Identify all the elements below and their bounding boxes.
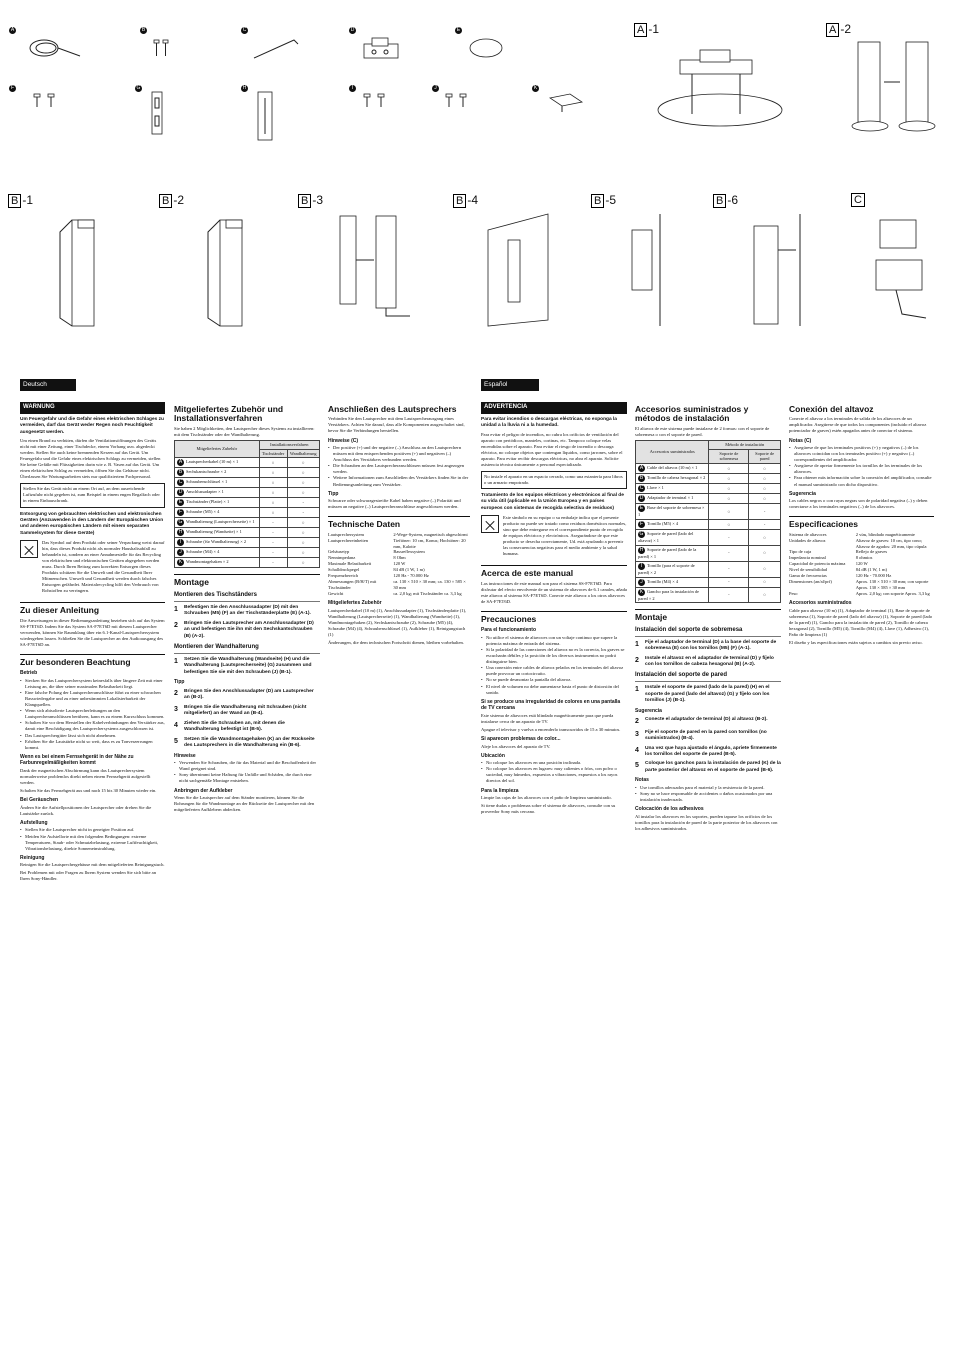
table-cell: ○ xyxy=(287,558,320,568)
de-spec-title: Technische Daten xyxy=(328,516,470,529)
list-item: • Die Schrauben an den Lautsprecheranschlüssen müssen fest angezogen werden. xyxy=(328,463,470,475)
figure-a1-label: A -1 xyxy=(634,22,659,38)
de-care-title: Zur besonderen Beachtung xyxy=(20,654,165,667)
list-item: • Meiden Sie Aufstellorte mit den folgenden Bedingungen: extreme Temperaturen, Staub- oder Schmutzbelastung, extreme Luftfeuchtigkeit, Vibrationsbelastung, direkte Sonneneinstrahlung. xyxy=(20,834,165,852)
wall-mount-step6-illustration xyxy=(724,210,814,330)
wall-mount-step5-illustration xyxy=(620,210,680,330)
es-conn-notes: Notas (C) xyxy=(789,437,812,444)
table-cell: - xyxy=(709,587,749,603)
figure-b5-label: B -5 xyxy=(591,193,616,209)
list-item: • Erhöhen Sie die Lautstärke nicht so weit, dass es zu Tonverzerrungen kommt. xyxy=(20,739,165,751)
table-cell: Adaptador de terminal × 1 xyxy=(647,495,694,501)
figure-b1-label: B -1 xyxy=(8,193,33,209)
list-item: • Wenn sich abisolierte Lautsprecherleitungen an den Lautsprecheranschlüssen berühren, kann es zu einem Kurzschluss kommen. xyxy=(20,708,165,720)
table-cell: - xyxy=(709,561,749,577)
table-row xyxy=(636,494,781,504)
de-intro-text: Die Anweisungen in dieser Bedienungsanleitung beziehen sich auf das System SS-F7ET6D. Indem Sie das System SA-F7ET6D mit diesem Lautsprecher verwenden, können Sie Raumklang über ein 6.1-Kanal-Lautsprechersystem wiedergeben lassen. Schließen Sie die Lautsprecher an den Audioausgang des SA-F7ET6D an. xyxy=(20,617,165,647)
es-spec-title: Especificaciones xyxy=(789,516,934,529)
de-adhesive-title: Anbringen der Aufkleber xyxy=(174,787,233,794)
de-conn-tip-label: Tipp xyxy=(328,490,339,497)
table-cell: Gancho para la instalación de pared × 2 xyxy=(638,588,699,601)
es-acc-intro: El altavoz de este sistema puede instalarse de 2 formas: con el soporte de sobremesa o con el soporte de pared. xyxy=(635,425,770,437)
es-noise-subtitle: Si aparecen problemas de color... xyxy=(481,736,561,743)
table-row xyxy=(636,474,781,484)
table-cell: ○ xyxy=(287,528,320,538)
step-text: Bringen Sie den Lautsprecher am Anschlussadapter (D) an und befestigen Sie ihn mit den Sechskantschrauben (B) (A-2). xyxy=(184,620,314,639)
wall-bracket-step1-illustration xyxy=(50,210,110,330)
list-item: • Asegúrese de apretar firmemente los tornillos de los terminales de los altavoces. xyxy=(789,463,934,475)
es-disposal-title: Tratamiento de los equipos eléctricos y electrónicos al final de su vida útil (aplicable en la Unión Europea y en países europeos con sistemas de recogida selectiva de residuos) xyxy=(481,493,624,511)
table-row xyxy=(175,498,320,508)
list-item: • Use tornillos adecuados para el material y la resistencia de la pared. xyxy=(635,785,781,791)
part-marker: H xyxy=(178,529,183,536)
speaker-connection-illustration xyxy=(866,214,946,324)
table-cell: ○ xyxy=(749,484,781,494)
step-text: Ziehen Sie die Schrauben an, mit denen die Wandhalterung befestigt ist (B-5). xyxy=(184,720,285,733)
de-conn-tip: Schwarze oder schwarzgestreifte Kabel haben negative (–) Polarität und müssen an negative (–) Lautsprecheranschlüsse angeschlossen werden. xyxy=(328,498,461,510)
table-cell: ○ xyxy=(287,478,320,488)
table-header: Wandhalterung xyxy=(287,449,320,458)
step-text: Coloque los ganchos para la instalación de pared (K) de la parte posterior del altavoz en el soporte de pared (B-6). xyxy=(645,761,781,773)
table-cell: Wandmontagehaken × 2 xyxy=(186,559,229,565)
table-row xyxy=(175,518,320,528)
part-label-c: C xyxy=(242,27,247,33)
table-cell: Wandhalterung (Wandseite) × 1 xyxy=(186,529,242,535)
es-tip-label: Sugerencia xyxy=(635,707,662,714)
table-cell: - xyxy=(287,498,320,508)
es-acc-title: Accesorios suministrados y métodos de instalación xyxy=(635,404,749,424)
speaker-on-stand-illustration xyxy=(850,36,940,136)
table-cell: Tischständer (Platte) × 1 xyxy=(186,499,230,505)
part-label-i: I xyxy=(349,85,356,92)
step-text: Bringen Sie die Wandhalterung mit Schrauben (nicht mitgeliefert) an der Wand an (B-4). xyxy=(184,704,307,717)
part-marker: A xyxy=(178,459,183,466)
table-cell: Tornillo (para el soporte de pared) × 2 xyxy=(638,562,695,575)
table-cell: Llave × 1 xyxy=(647,485,664,491)
de-warning-bold: Um Feuergefahr und die Gefahr eines elektrischen Schlages zu vermeiden, darf das Gerät weder Regen noch Feuchtigkeit ausgesetzt werden. xyxy=(20,416,164,435)
hook-icon xyxy=(546,92,586,114)
table-header: Mitgeliefertes Zubehör xyxy=(175,440,260,458)
stand-assembly-illustration xyxy=(640,40,810,130)
part-marker: C xyxy=(178,479,183,486)
part-marker: F xyxy=(178,509,183,516)
list-item: • Sony no se hace responsable de accidentes o daños ocasionados por una instalación inadecuada. xyxy=(635,791,781,803)
table-header: Accesorios suministrados xyxy=(636,440,709,463)
table-cell: - xyxy=(287,508,320,518)
step-text: Setzen Sie die Wandhalterung (Wandseite) (H) und die Wandhalterung (Lautsprecherseite) (G) zusammen und befestigen Sie sie mit den Schrauben (J) (B-1). xyxy=(184,656,312,675)
bracket-icon xyxy=(148,90,168,136)
de-conn-notes: Hinweise (C) xyxy=(328,437,359,444)
step-text: Fije el adaptador de terminal (D) a la base del soporte de sobremesa (E) con los tornillos (M5) (F) (A-1). xyxy=(645,639,777,652)
table-cell: Tornillo (M4) × 4 xyxy=(647,578,679,584)
part-marker: J xyxy=(177,549,184,556)
table-header: Soporte de sobremesa xyxy=(709,449,749,464)
table-row xyxy=(636,484,781,494)
es-place-subtitle: Ubicación xyxy=(481,752,505,759)
list-item: • No se puede desmontar la pantalla del altavoz. xyxy=(481,677,627,683)
es-warning-bold: Para evitar incendios o descargas eléctricas, no exponga la unidad a la lluvia ni a la humedad. xyxy=(481,416,617,429)
table-cell: - xyxy=(259,528,287,538)
table-cell: - xyxy=(709,545,749,561)
hex-wrench-icon xyxy=(250,36,300,62)
table-row xyxy=(175,488,320,498)
table-row xyxy=(636,587,781,603)
table-cell: ○ xyxy=(287,458,320,468)
de-acc-title: Mitgeliefertes Zubehör und Installationsverfahren xyxy=(174,404,284,424)
step-text: Befestigen Sie den Anschlussadapter (D) mit den Schrauben (M5) (F) an der Tischständerplatte (E) (A-1). xyxy=(184,604,311,617)
part-marker: D xyxy=(178,489,183,496)
part-label-e: E xyxy=(456,27,461,33)
table-cell: ○ xyxy=(259,458,287,468)
list-item: • No coloque los altavoces en una posición inclinada. xyxy=(481,760,627,766)
de-spec-grid: Lautsprechersystem 2-Wege-System, magnetisch abgeschirmt Lautsprechereinheiten Tieftöner: 10 cm, Konus; Hochtöner: 20 mm, Kalotte Gehäusetyp Bassreflexsystem Nennimpedanz 8 Ohm Maximale Belastbarkeit 120 W Schalldruckpegel 84 dB (1 W, 1 m) Frequenzbereich 120 Hz - 70.000 Hz Abmessungen (B/H/T) mit Tischständer ca. 130 × 510 × 30 mm; ca. 130 × 585 × 30 mm Gewicht ca. 2,0 kg; mit Tischständer ca. 3,3 kg xyxy=(328,531,468,596)
de-spec-acc-text: Lautsprecherkabel (10 m) (1), Anschlussadapter (1), Tischständerplatte (1), Wandhalterung (Lautsprecherseite) (1), Wandhalterung (Wandseite) (1), Wandmontagehaken (2), Sechskantschraube (2), Schraube (M5) (4), Schraube (M4) (4), Schraubenschlüssel (1), Aufkleber (1), Reinigungstuch (1) xyxy=(328,607,467,637)
table-cell: ○ xyxy=(749,474,781,484)
part-label-j: J xyxy=(432,85,439,92)
table-row xyxy=(175,468,320,478)
screw-icon xyxy=(362,92,392,110)
table-cell: ○ xyxy=(749,494,781,504)
screw-icon xyxy=(444,92,474,110)
table-cell: ○ xyxy=(287,488,320,498)
table-cell: Wandhalterung (Lautsprecherseite) × 1 xyxy=(186,519,255,525)
table-row xyxy=(175,458,320,468)
de-tv-text: Dank der magnetischen Abschirmung kann das Lautsprechersystem normalerweise problemlos direkt neben einem Fernsehgerät aufgestellt werden. xyxy=(20,767,151,786)
de-place-subtitle: Aufstellung xyxy=(20,819,48,826)
language-label-german: Deutsch xyxy=(20,379,76,391)
de-acc-intro: Sie haben 2 Möglichkeiten, den Lautsprecher dieses Systems zu installieren: mit dem Tischständer oder der Wandhalterung. xyxy=(174,425,315,437)
es-conn-text: Conecte el altavoz a los terminales de salida de los altavoces de un amplificador. Asegúrese de que todos los componentes (incluido el altavoz potenciador de graves) estén apagados antes de conectar el sistema. xyxy=(789,416,927,434)
crossed-bin-icon xyxy=(481,515,499,533)
wall-bracket-step3-illustration xyxy=(326,210,416,320)
list-item: • Stellen Sie die Lautsprecher nicht in geneigter Position auf. xyxy=(20,827,165,833)
es-warning-text: Para evitar el peligro de incendios, no cubra los orificios de ventilación del aparato con periódicos, manteles, cortinas, etc. Tampoco coloque velas encendidas sobre el aparato. Para evitar el riesgo de incendio o descarga eléctrica, no coloque objetos que contengan líquidos, como jarrones, sobre el aparato. Para evitar recibir descargas eléctricas, no abra el aparato. Solicite asistencia técnica únicamente a personal especializado. xyxy=(481,431,623,467)
figure-b2-label: B -2 xyxy=(159,193,184,209)
table-cell: - xyxy=(749,520,781,530)
table-cell: ○ xyxy=(287,538,320,548)
table-row xyxy=(636,520,781,530)
table-cell: - xyxy=(709,577,749,587)
part-marker: I xyxy=(177,539,184,546)
es-hints-label: Notas xyxy=(635,777,649,784)
table-row xyxy=(636,530,781,546)
de-spec-acc-title: Mitgeliefertes Zubehör xyxy=(328,599,382,606)
part-marker: G xyxy=(639,531,644,538)
de-ventilation-box: Stellen Sie das Gerät nicht an einem Ort auf, an dem ausreichende Luftzufuhr nicht gegeben ist, zum Beispiel in einem engen Regalfach oder in einem Einbauschrank. xyxy=(20,483,165,507)
de-tv-subtitle: Wenn es bei einem Fernsehgerät in der Nähe zu Farbunregelmäßigkeiten kommt xyxy=(20,753,134,767)
table-cell: ○ xyxy=(709,474,749,484)
de-mount-title: Montage xyxy=(174,574,320,587)
part-marker: K xyxy=(178,559,183,566)
de-closing: Bei Problemen mit oder Fragen zu Ihrem System wenden Sie sich bitte an Ihren Sony-Händler. xyxy=(20,870,156,882)
table-cell: Tornillo (M5) × 4 xyxy=(647,521,679,527)
list-item: • Schalten Sie vor dem Herstellen der Kabelverbindungen den Verstärker aus, damit eine Beschädigung des Lautsprechersystems ausgeschlossen ist. xyxy=(20,720,165,732)
step-text: Bringen Sie den Anschlussadapter (D) am Lautsprecher an (B-2). xyxy=(184,688,314,701)
de-noise-subtitle: Bei Geräuschen xyxy=(20,797,59,804)
table-cell: ○ xyxy=(259,468,287,478)
table-row xyxy=(636,545,781,561)
step-text: Una vez que haya ajustado el ángulo, apriete firmemente los tornillos del soporte de pared (B-5). xyxy=(645,745,777,757)
table-header: Installationsverfahren xyxy=(259,440,319,449)
table-row xyxy=(175,528,320,538)
es-spec-note: El diseño y las especificaciones están sujetos a cambios sin previo aviso. xyxy=(789,639,923,645)
table-cell: ○ xyxy=(259,478,287,488)
part-label-b: B xyxy=(141,27,146,33)
language-label-spanish: Español xyxy=(481,379,539,391)
figure-a2-label: A -2 xyxy=(826,22,851,38)
part-marker: B xyxy=(639,475,644,482)
list-item: • Asegúrese de que los terminales positivos (+) y negativos (–) de los altavoces coincidan con los terminales positivo (+) y negativo (–) correspondientes del amplificador. xyxy=(789,445,934,463)
es-tv-text: Este sistema de altavoces está blindado magnéticamente para que pueda instalarse cerca de un aparato de TV. xyxy=(481,712,614,724)
cleaning-cloth-icon xyxy=(466,36,506,64)
table-cell: - xyxy=(749,504,781,520)
table-cell: ○ xyxy=(259,508,287,518)
part-marker: E xyxy=(639,505,644,512)
wall-bracket-step2-illustration xyxy=(198,210,258,330)
es-conn-title: Conexión del altavoz xyxy=(789,404,874,414)
es-tv-fix: Apague el televisor y vuelva a encenderlo transcurridos de 15 a 30 minutos. xyxy=(481,726,621,732)
figure-b4-label: B -4 xyxy=(453,193,478,209)
de-adhesive-text: Wenn Sie die Lautsprecher auf dem Ständer montieren, können Sie die Bohrungen für die Wandmontage an der Rückseite der Lautsprecher mit den mitgelieferten Aufklebern abdecken. xyxy=(174,795,315,813)
table-cell: ○ xyxy=(749,530,781,546)
list-item: • Das Lautsprechergitter lässt sich nicht abnehmen. xyxy=(20,733,165,739)
table-cell: ○ xyxy=(709,464,749,474)
es-closing: Si tiene dudas o problemas sobre el sistema de altavoces, consulte con su proveedor Sony más cercano. xyxy=(481,803,616,815)
de-mount-wall: Montieren der Wandhalterung xyxy=(174,644,320,654)
figure-b3-label: B -3 xyxy=(298,193,323,209)
table-cell: Schraube (für Wandhalterung) × 2 xyxy=(186,539,247,545)
es-conn-tip: Los cables negros o con rayas negras son de polaridad negativa (–) y deben conectarse a los terminales negativos (–) de los altavoces. xyxy=(789,498,928,510)
list-item: • Para obtener más información sobre la conexión del amplificador, consulte el manual suministrado con dicho dispositivo. xyxy=(789,475,934,487)
de-column-2: Mitgeliefertes Zubehör und Installationsverfahren Sie haben 2 Möglichkeiten, den Lautsprecher dieses Systems zu installieren: mit dem Tischständer oder der Wandhalterung. Mitgeliefertes Zubehör Installationsverfahren Tischständer Wandhalterung A Lautsprecherkabel (10 m) × 1 ○ ○ B Sechskantschraube × 2 ○ ○ C Schraubenschlüssel × 1 ○ ○ D Anschlussadapter × 1 ○ ○ E Tischständer (Platte) × 1 ○ - F Schraube (M5) × 4 ○ - G Wandhalterung (Lautsprecherseite) × 1 - ○ H Wandhalterung (Wandseite) × 1 - ○ I Schraube (für Wandhalterung) × 2 - ○ J Schraube (M4) × 4 - ○ K Wandmontagehaken × 2 - ○ Montage Montieren des Tischständers 1 Befestigen Sie den Anschlussadapter (D) mit den Schrauben (M5) (F) an der Tischständerplatte (E) (A-1). 2 Bringen Sie den Lautsprecher am Anschlussadapter (D) an und befestigen Sie ihn mit den Sechskantschrauben (B) (A-2). Montieren der Wandhalterung 1 Setzen Sie die Wandhalterung (Wandseite) (H) und die Wandhalterung (Lautsprecherseite) (G) zusammen und befestigen Sie sie mit den Schrauben (J) (B-1). Tipp 2 Bringen Sie den Anschlussadapter (D) am Lautsprecher an (B-2). 3 Bringen Sie die Wandhalterung mit Schrauben (nicht mitgeliefert) an der Wand an (B-4). 4 Ziehen Sie die Schrauben an, mit denen die Wandhalterung befestigt ist (B-5). 5 Setzen Sie die Wandmontagehaken (K) an der Rückseite des Lautsprechers in die Wandhalterung ein (B-6). Hinweise • Verwenden Sie Schrauben, die für das Material und die Beschaffenheit der Wand geeignet sind. • Sony übernimmt keine Haftung für Unfälle und Schäden, die durch eine nicht sachgemäße Montage entstehen. Anbringen der Aufkleber Wenn Sie die Lautsprecher auf dem Ständer montieren, können Sie die Bohrungen für die Wandmontage an der Rückseite der Lautsprecher mit den mitgelieferten Aufklebern abdecken. xyxy=(174,402,320,815)
table-row xyxy=(175,548,320,558)
list-item: • Der positive (+) und der negative (–) Anschluss an den Lautsprechern müssen mit dem entsprechenden positiven (+) und negativen (–) Anschluss des Verstärkers verbunden werden. xyxy=(328,445,470,463)
de-mount-stand: Montieren des Tischständers xyxy=(174,592,320,602)
part-marker: B xyxy=(178,469,183,476)
es-column-2: Accesorios suministrados y métodos de instalación El altavoz de este sistema puede instalarse de 2 formas: con el soporte de sobremesa o con el soporte de pared. Accesorios suministrados Método de instalación Soporte de sobremesa Soporte de pared A Cable del altavoz (10 m) × 1 ○ ○ B Tornillo de cabeza hexagonal × 2 ○ ○ C Llave × 1 ○ ○ D Adaptador de terminal × 1 ○ ○ E Base del soporte de sobremesa × 1 ○ - F Tornillo (M5) × 4 ○ - G Soporte de pared (lado del altavoz) × 1 - ○ H Soporte de pared (lado de la pared) × 1 - ○ I Tornillo (para el soporte de pared) × 2 - ○ J Tornillo (M4) × 4 - ○ K Gancho para la instalación de pared × 2 - ○ Montaje Instalación del soporte de sobremesa 1 Fije el adaptador de terminal (D) a la base del soporte de sobremesa (E) con los tornillos (M5) (F) (A-1). 2 Instale el altavoz en el adaptador de terminal (D) y fíjelo con los tornillos de cabeza hexagonal (B) (A-2). Instalación del soporte de pared 1 Instale el soporte de pared (lado de la pared) (H) en el soporte de pared (lado del altavoz) (G) y fíjelo con los tornillos (J) (B-1). Sugerencia 2 Conecte el adaptador de terminal (D) al altavoz (B-2). 3 Fije el soporte de pared en la pared con tornillos (no suministrados) (B-4). 4 Una vez que haya ajustado el ángulo, apriete firmemente los tornillos del soporte de pared (B-5). 5 Coloque los ganchos para la instalación de pared (K) de la parte posterior del altavoz en el soporte de pared (B-6). Notas • Use tornillos adecuados para el material y la resistencia de la pared. • Sony no se hace responsable de accidentes o daños ocasionados por una instalación inadecuada. Colocación de los adhesivos Al instalar los altavoces en los soportes, pueden taparse los orificios de los tornillos para la instalación de pared de la parte posterior de los altavoces con los adhesivos suministrados. xyxy=(635,402,781,834)
de-warning-label: WARNUNG xyxy=(20,402,165,414)
table-cell: ○ xyxy=(709,520,749,530)
table-cell: Soporte de pared (lado del altavoz) × 1 xyxy=(638,531,694,544)
table-cell: - xyxy=(709,530,749,546)
de-tip-label: Tipp xyxy=(174,679,185,686)
es-column-1 xyxy=(481,402,627,817)
de-clean-text: Reinigen Sie die Lautsprechergehäuse mit dem mitgelieferten Reinigungstuch. xyxy=(20,862,165,868)
table-cell: Base del soporte de sobremesa × 1 xyxy=(638,505,705,518)
step-text: Instale el altavoz en el adaptador de terminal (D) y fíjelo con los tornillos de cabeza hexagonal (B) (A-2). xyxy=(645,655,774,667)
es-mount-wall: Instalación del soporte de pared xyxy=(635,672,781,682)
de-column-3 xyxy=(328,402,470,648)
table-cell: ○ xyxy=(709,494,749,504)
part-label-d: D xyxy=(350,27,355,33)
part-marker: C xyxy=(639,485,644,492)
es-spec-grid: Sistema de altavoces 2 vías, blindado magnéticamente Unidades de altavoz Altavoz de graves: 10 cm, tipo cono; Altavoz de agudos: 20 mm, tipo cúpula Tipo de caja Reflejo de graves Impedancia nominal 8 ohmios Capacidad de potencia máxima 120 W Nivel de sensibilidad 84 dB (1 W, 1 m) Gama de frecuencias 120 Hz - 70.000 Hz Dimensiones (an/al/prf) Aprox. 130 × 510 × 30 mm; con soporte Aprox. 130 × 585 × 30 mm Peso Aprox. 2,0 kg; con soporte Aprox. 3,3 kg xyxy=(789,531,930,596)
step-text: Setzen Sie die Wandmontagehaken (K) an der Rückseite des Lautsprechers in die Wandhalterung ein (B-6). xyxy=(184,736,315,749)
es-disposal-text: Este símbolo en su equipo o su embalaje indica que el presente producto no puede ser tratado como residuos domésticos normales, sino que debe entregarse en el correspondiente punto de recogida de equipos eléctricos y electrónicos. Asegurándose de que este producto se desecha correctamente, Ud. está ayudando a prevenir las consecuencias negativas para el medio ambiente y la salud humana. xyxy=(503,515,627,557)
es-warning-label: ADVERTENCIA xyxy=(481,402,627,414)
part-marker: F xyxy=(639,521,644,528)
table-cell: - xyxy=(259,548,287,558)
es-tv-subtitle: Si se produce una irregularidad de colores en una pantalla de TV cercana xyxy=(481,698,621,712)
es-accessories-table xyxy=(635,440,781,604)
table-cell: ○ xyxy=(749,464,781,474)
table-header: Método de instalación xyxy=(709,440,781,449)
es-column-3 xyxy=(789,402,934,648)
table-cell: ○ xyxy=(259,498,287,508)
crossed-bin-icon xyxy=(20,540,38,558)
part-marker: A xyxy=(639,465,644,472)
part-marker: E xyxy=(178,499,183,506)
figure-b6-label: B -6 xyxy=(713,193,738,209)
list-item: • Stecken Sie das Lautsprechersystem keinesfalls über längere Zeit mit einer Leistung an, die über seiner maximalen Belastbarkeit liegt. xyxy=(20,678,165,690)
table-cell: Schraube (M5) × 4 xyxy=(186,509,220,515)
de-conn-title: Anschließen des Lautsprechers xyxy=(328,404,457,414)
es-conn-tip-label: Sugerencia xyxy=(789,490,816,497)
table-row xyxy=(636,577,781,587)
de-hints-label: Hinweise xyxy=(174,752,196,759)
table-cell: ○ xyxy=(287,518,320,528)
step-text: Conecte el adaptador de terminal (D) al altavoz (B-2). xyxy=(645,717,768,723)
list-item: • Una conexión entre cables de altavoz pelados en los terminales del altavoz puede provocar un cortocircuito. xyxy=(481,665,627,677)
cable-icon xyxy=(22,34,82,64)
table-cell: Sechskantschraube × 2 xyxy=(186,469,227,475)
part-label-g: G xyxy=(136,85,141,91)
de-noise-text: Ändern Sie die Aufstellpositionen der Lautsprecher oder drehen Sie die Lautstärke zurück. xyxy=(20,804,152,816)
table-cell: Schraube (M4) × 4 xyxy=(186,549,220,555)
wall-bracket-icon xyxy=(254,90,278,142)
figure-c-label: C xyxy=(851,193,866,207)
de-conn-text: Verbinden Sie den Lautsprecher mit dem Lautsprecherausgang eines Verstärkers. Achten Sie darauf, dass alle Komponenten ausgeschaltet sind, bevor Sie die Verbindungen herstellen. xyxy=(328,416,465,434)
table-cell: ○ xyxy=(259,488,287,498)
part-label-f: F xyxy=(10,85,15,91)
table-row xyxy=(175,508,320,518)
screw-icon xyxy=(152,38,172,60)
table-cell: ○ xyxy=(749,587,781,603)
de-intro-title: Zu dieser Anleitung xyxy=(20,602,165,615)
table-row xyxy=(175,558,320,568)
table-cell: ○ xyxy=(287,468,320,478)
part-label-k: K xyxy=(533,85,538,91)
de-column-1 xyxy=(20,402,165,885)
list-item: • Eine falsche Polung der Lautsprecheranschlüsse führt zu einer schwachen Basswiedergabe und zu einer unbestimmten Lokalisierbarkeit der Klangquellen. xyxy=(20,690,165,708)
list-item: • Weitere Informationen zum Anschließen des Verstärkers finden Sie in der Bedienungsanleitung zum Verstärker. xyxy=(328,475,470,487)
step-text: Fije el soporte de pared en la pared con tornillos (no suministrados) (B-4). xyxy=(645,729,767,742)
table-cell: - xyxy=(259,558,287,568)
screw-icon xyxy=(32,92,62,110)
table-cell: Lautsprecherkabel (10 m) × 1 xyxy=(186,459,239,465)
de-tv-fix: Schalten Sie das Fernsehgerät aus und nach 15 bis 30 Minuten wieder ein. xyxy=(20,788,157,794)
wall-mount-step4-illustration xyxy=(478,210,568,330)
de-spec-note: Änderungen, die dem technischen Fortschritt dienen, bleiben vorbehalten. xyxy=(328,639,464,645)
es-op-subtitle: Para el funcionamiento xyxy=(481,627,537,634)
table-cell: Soporte de pared (lado de la pared) × 1 xyxy=(638,546,697,559)
table-cell: ○ xyxy=(749,577,781,587)
es-ventilation-box: No instale el aparato en un espacio cerrado, como una estantería para libros o un armario empotrado. xyxy=(481,471,627,489)
list-item: • Verwenden Sie Schrauben, die für das Material und die Beschaffenheit der Wand geeignet sind. xyxy=(174,760,320,772)
table-cell: ○ xyxy=(749,545,781,561)
es-clean-text: Limpie las cajas de los altavoces con el paño de limpieza suministrado. xyxy=(481,795,612,801)
part-label-h: H xyxy=(242,85,247,91)
table-row xyxy=(636,464,781,474)
part-marker: J xyxy=(638,579,645,586)
part-marker: I xyxy=(638,563,645,570)
list-item: • No utilice el sistema de altavoces con un voltaje continuo que supere la potencia máxima de entrada del sistema. xyxy=(481,635,627,647)
es-mount-title: Montaje xyxy=(635,609,781,622)
table-cell: Schraubenschlüssel × 1 xyxy=(186,479,228,485)
table-cell: ○ xyxy=(709,484,749,494)
part-marker: D xyxy=(639,495,644,502)
list-item: • Si la polaridad de las conexiones del altavoz no es la correcta, los graves se escucharán débiles y la posición de los diversos instrumentos no podrá distinguirse bien. xyxy=(481,647,627,665)
table-cell: ○ xyxy=(709,504,749,520)
es-intro-text: Las instrucciones de este manual son para el sistema SS-F7ET6D. Para disfrutar del efecto envolvente de un sistema de altavoces de 6.1 canales, añada este altavoz al sistema SA-F7ET6D. Conecte este altavoz a los otros altavoces de SA-F7ET6D. xyxy=(481,580,627,605)
table-cell: - xyxy=(259,518,287,528)
list-item: • No coloque los altavoces en lugares: muy calientes o fríos, con polvo o suciedad, muy húmedos, expuestos a vibraciones, expuestos a los rayos directos del sol. xyxy=(481,766,627,784)
part-marker: H xyxy=(639,546,644,553)
list-item: • El nivel de volumen no debe aumentarse hasta el punto de distorsión del sonido. xyxy=(481,684,627,696)
es-adhesive-text: Al instalar los altavoces en los soportes, pueden taparse los orificios de los tornillos para la instalación de pared de la parte posterior de los altavoces con los adhesivos suministrados. xyxy=(635,813,778,831)
table-cell: Cable del altavoz (10 m) × 1 xyxy=(647,465,698,471)
table-row xyxy=(636,504,781,520)
es-noise-text: Aleje los altavoces del aparato de TV. xyxy=(481,743,551,749)
table-cell: ○ xyxy=(749,561,781,577)
part-marker: G xyxy=(178,519,183,526)
de-warning-text: Um einen Brand zu verhüten, dürfen die Ventilationsöffnungen des Geräts nicht mit einer Zeitung, einer Tischdecke, einem Vorhang usw. abgedeckt werden. Stellen Sie auch keine brennenden Kerzen auf das Gerät. Um Feuergefahr und die Gefahr eines elektrischen Schlags zu vermeiden, stellen Sie keine Gefäße mit Flüssigkeiten darin wie z. B. Vasen auf das Gerät. Um einen elektrischen Schlag zu vermeiden, öffnen Sie das Gehäuse nicht. Überlassen Sie Wartungsarbeiten stets nur qualifiziertem Fachpersonal. xyxy=(20,437,161,480)
table-header: Soporte de pared xyxy=(749,449,781,464)
es-spec-acc-text: Cable para altavoz (10 m) (1), Adaptador de terminal (1), Base de soporte de sobremesa (1), Soporte de pared (lado del altavoz) (1), Soporte de pared (lado de la pared) (1), Gancho para la instalación de pared (2), Tornillo de cabeza hexagonal (2), Tornillo (M5) (4), Tornillo (M4) (4), Llave (1), Adhesivo (1), Paño de limpieza (1) xyxy=(789,607,933,637)
step-text: Instale el soporte de pared (lado de la pared) (H) en el soporte de pared (lado del altavoz) (G) y fíjelo con los tornillos (J) (B-1). xyxy=(645,685,770,704)
es-adhesive-title: Colocación de los adhesivos xyxy=(635,806,704,813)
table-cell: Anschlussadapter × 1 xyxy=(186,489,224,495)
de-disposal-text: Das Symbol auf dem Produkt oder seiner Verpackung weist darauf hin, dass dieses Produkt nicht als normaler Haushaltsabfall zu behandeln ist, sondern an einer Annahmestelle für das Recycling von elektrischen und elektronischen Geräten abgegeben werden muss. Durch Ihren Beitrag zum korrekten Entsorgen dieses Produkts schützen Sie die Umwelt und die Gesundheit Ihrer Mitmenschen. Umwelt und Gesundheit werden durch falsches Entsorgen gefährdet. Materialrecycling hilft den Verbrauch von Rohstoffen zu verringern. xyxy=(42,539,165,594)
de-accessories-table xyxy=(174,440,320,569)
es-clean-subtitle: Para la limpieza xyxy=(481,787,519,794)
table-cell: Tornillo de cabeza hexagonal × 2 xyxy=(647,475,706,481)
part-marker: K xyxy=(639,588,644,595)
de-op-subtitle: Betrieb xyxy=(20,670,38,677)
table-cell: ○ xyxy=(287,548,320,558)
table-cell: - xyxy=(259,538,287,548)
de-clean-subtitle: Reinigung xyxy=(20,854,45,861)
table-header: Tischständer xyxy=(259,449,287,458)
table-row xyxy=(175,478,320,488)
table-row xyxy=(175,538,320,548)
es-intro-title: Acerca de este manual xyxy=(481,565,627,578)
es-mount-stand: Instalación del soporte de sobremesa xyxy=(635,627,781,637)
terminal-adapter-icon xyxy=(362,36,402,64)
es-care-title: Precauciones xyxy=(481,611,627,624)
table-row xyxy=(636,561,781,577)
list-item: • Sony übernimmt keine Haftung für Unfälle und Schäden, die durch eine nicht sachgemäße Montage entstehen. xyxy=(174,772,320,784)
es-spec-acc-title: Accesorios suministrados xyxy=(789,599,852,606)
part-label-a: A xyxy=(10,27,15,33)
de-disposal-title: Entsorgung von gebrauchten elektrischen und elektronischen Geräten (Anzuwenden in den Ländern der Europäischen Union und anderen europäischen Ländern mit einem separaten Sammelsystem für diese Geräte) xyxy=(20,511,164,536)
